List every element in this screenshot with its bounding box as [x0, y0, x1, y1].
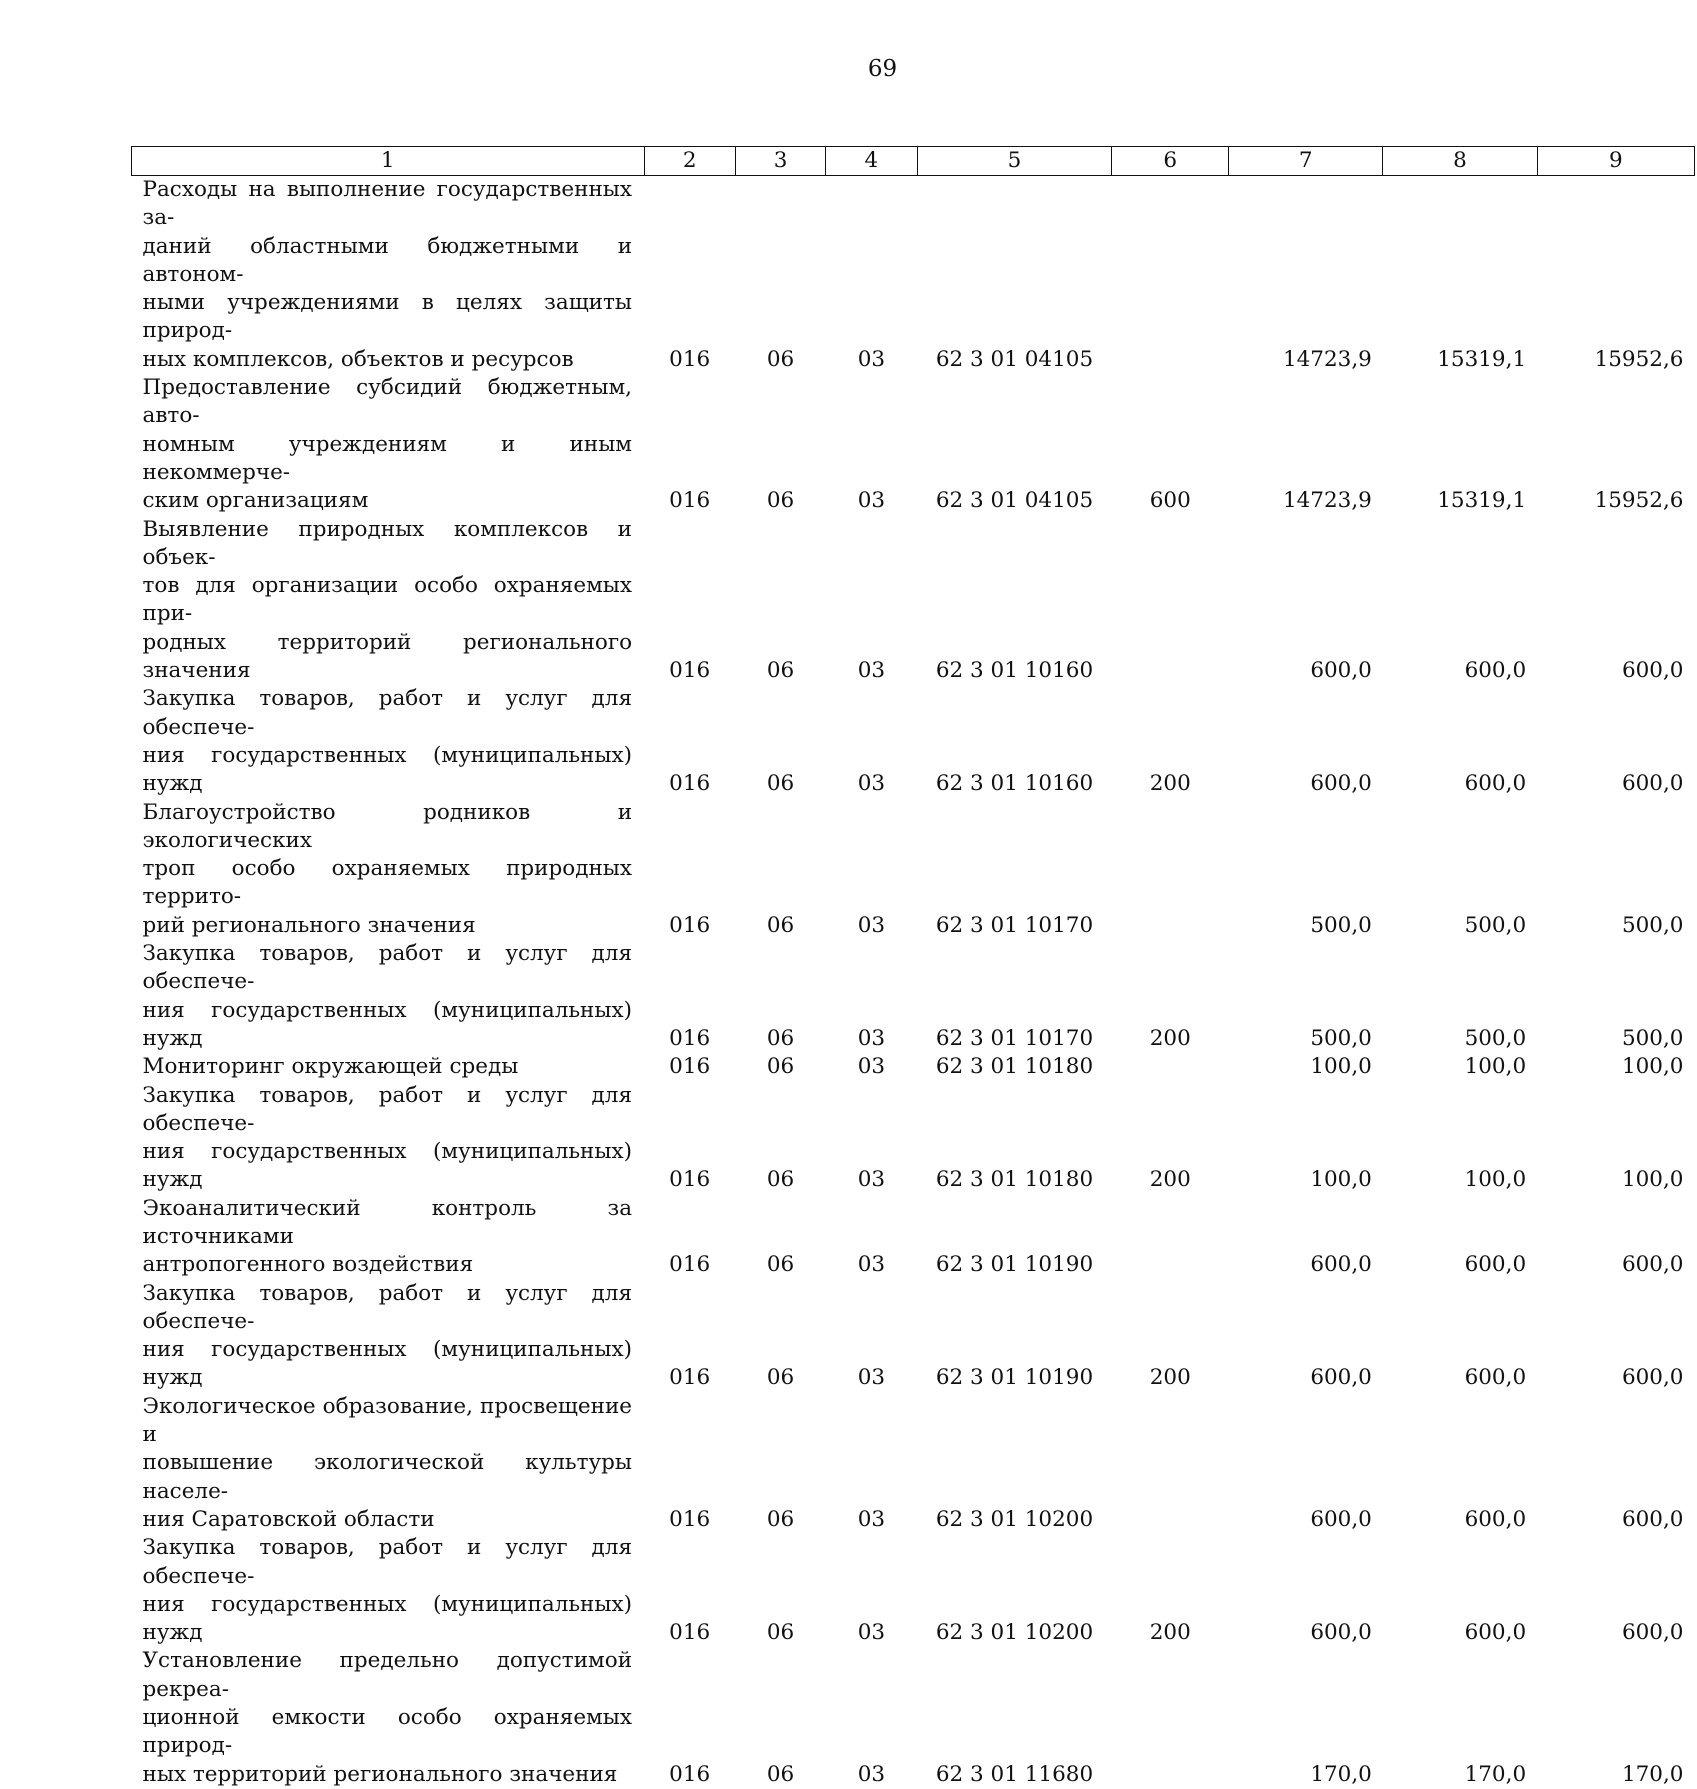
column-header-2: 2: [644, 147, 735, 176]
column-header-5: 5: [917, 147, 1112, 176]
expense-name-line: Установление предельно допустимой рекреа-: [142, 1648, 633, 1702]
target-article-code: 62 3 01 10200: [935, 1620, 1094, 1646]
expense-name-line: ния государственных (муниципальных) нужд: [142, 1139, 633, 1193]
amount-col-9: 15952,6: [1594, 488, 1684, 514]
amount-col-8: 100,0: [1464, 1054, 1527, 1080]
target-article-code: 62 3 01 10190: [935, 1365, 1094, 1391]
section-code: 06: [766, 1167, 795, 1193]
section-code: 06: [766, 1761, 795, 1787]
expense-name-line: ных территорий регионального значения: [142, 1761, 618, 1787]
amount-col-8: 600,0: [1464, 771, 1527, 797]
expense-name: [132, 176, 645, 375]
ministry-code: 016: [669, 771, 711, 797]
section-code: 06: [766, 1054, 795, 1080]
expense-name: [132, 1647, 645, 1788]
expense-name-line: родных территорий регионального значения: [142, 629, 633, 684]
ministry-code: 016: [669, 912, 711, 938]
expense-name-line: тов для организации особо охраняемых при-: [142, 573, 633, 627]
amount-col-7: 100,0: [1310, 1054, 1372, 1080]
table-row: [132, 1280, 1695, 1393]
expense-name-line: ния Саратовской области: [142, 1506, 435, 1532]
table-row: [132, 799, 1695, 940]
table-row: [132, 176, 1695, 375]
amount-col-9: 600,0: [1621, 1506, 1684, 1532]
ministry-code: 016: [669, 1365, 711, 1391]
expense-name-line: Экологическое образование, просвещение и: [142, 1393, 633, 1448]
target-article-code: 62 3 01 10200: [935, 1506, 1094, 1532]
expense-name-line: Выявление природных комплексов и объек-: [142, 516, 633, 570]
expense-name-line: рий регионального значения: [142, 912, 476, 938]
expense-name-line: Благоустройство родников и экологических: [142, 799, 633, 853]
expense-name-line: повышение экологической культуры населе-: [142, 1450, 633, 1504]
amount-col-9: 170,0: [1621, 1761, 1684, 1787]
table-row: [132, 1195, 1695, 1280]
expense-name-line: антропогенного воздействия: [142, 1252, 474, 1278]
subsection-code: 03: [857, 1365, 886, 1391]
expense-name: [132, 685, 645, 798]
expense-name-line: ными учреждениями в целях защиты природ-: [142, 290, 633, 344]
column-header-8: 8: [1383, 147, 1537, 176]
amount-col-7: 600,0: [1310, 1252, 1372, 1278]
expense-type-code: 200: [1149, 1025, 1191, 1051]
expense-type-code: [1112, 1393, 1229, 1534]
subsection-code: 03: [857, 1025, 886, 1051]
amount-col-8: 500,0: [1464, 912, 1527, 938]
subsection-code: 03: [857, 1167, 886, 1193]
subsection-code: 03: [857, 1252, 886, 1278]
column-header-1: 1: [132, 147, 645, 176]
expense-name-line: Предоставление субсидий бюджетным, авто-: [142, 375, 633, 429]
amount-col-7: 500,0: [1310, 1025, 1372, 1051]
expense-name-line: ния государственных (муниципальных) нужд: [142, 1337, 633, 1391]
target-article-code: 62 3 01 10190: [935, 1252, 1094, 1278]
expense-name-line: троп особо охраняемых природных террито-: [142, 856, 633, 910]
expense-name: [132, 940, 645, 1053]
expense-name-line: даний областными бюджетными и автоном-: [142, 233, 633, 287]
target-article-code: 62 3 01 10160: [935, 771, 1094, 797]
expense-name: [132, 1195, 645, 1280]
amount-col-8: 600,0: [1464, 658, 1527, 684]
amount-col-7: 600,0: [1310, 1620, 1372, 1646]
amount-col-9: 600,0: [1621, 1252, 1684, 1278]
target-article-code: 62 3 01 04105: [935, 346, 1094, 372]
expense-name: [132, 1082, 645, 1195]
column-header-3: 3: [735, 147, 825, 176]
table-row: [132, 516, 1695, 686]
expense-name-line: Закупка товаров, работ и услуг для обеспече-: [142, 1082, 633, 1136]
target-article-code: 62 3 01 10160: [935, 658, 1094, 684]
section-code: 06: [766, 1620, 795, 1646]
table-row: [132, 1534, 1695, 1647]
subsection-code: 03: [857, 771, 886, 797]
expense-name-line: ния государственных (муниципальных) нужд: [142, 1591, 633, 1646]
expense-name-line: Закупка товаров, работ и услуг для обеспече-: [142, 1535, 633, 1589]
expense-name: [132, 1534, 645, 1647]
budget-table: [131, 146, 1695, 1789]
amount-col-7: 600,0: [1310, 658, 1372, 684]
ministry-code: 016: [669, 1506, 711, 1532]
expense-type-code: [1112, 516, 1229, 686]
expense-name-line: Закупка товаров, работ и услуг для обеспече-: [142, 686, 633, 740]
amount-col-9: 100,0: [1621, 1054, 1684, 1080]
amount-col-8: 600,0: [1464, 1252, 1527, 1278]
expense-name: [132, 1280, 645, 1393]
header-row: [132, 147, 1695, 176]
expense-name: [132, 799, 645, 940]
subsection-code: 03: [857, 1054, 886, 1080]
ministry-code: 016: [669, 658, 711, 684]
ministry-code: 016: [669, 1620, 711, 1646]
expense-type-code: [1112, 799, 1229, 940]
section-code: 06: [766, 1252, 795, 1278]
target-article-code: 62 3 01 11680: [935, 1761, 1094, 1787]
amount-col-7: 600,0: [1310, 1365, 1372, 1391]
expense-type-code: 600: [1149, 488, 1191, 514]
ministry-code: 016: [669, 1761, 711, 1787]
subsection-code: 03: [857, 1506, 886, 1532]
amount-col-8: 600,0: [1464, 1506, 1527, 1532]
amount-col-7: 600,0: [1310, 1506, 1372, 1532]
amount-col-8: 15319,1: [1437, 488, 1527, 514]
column-header-4: 4: [826, 147, 917, 176]
amount-col-8: 100,0: [1464, 1167, 1527, 1193]
amount-col-7: 100,0: [1310, 1167, 1372, 1193]
amount-col-8: 170,0: [1464, 1761, 1527, 1787]
amount-col-9: 500,0: [1621, 1025, 1684, 1051]
expense-type-code: 200: [1149, 771, 1191, 797]
expense-name-line: ных комплексов, объектов и ресурсов: [142, 346, 574, 372]
amount-col-8: 500,0: [1464, 1025, 1527, 1051]
target-article-code: 62 3 01 04105: [935, 488, 1094, 514]
subsection-code: 03: [857, 658, 886, 684]
expense-name: [132, 1393, 645, 1534]
expense-name-line: ским организациям: [142, 488, 369, 514]
section-code: 06: [766, 1365, 795, 1391]
amount-col-7: 14723,9: [1282, 488, 1372, 514]
column-header-6: 6: [1112, 147, 1229, 176]
amount-col-7: 500,0: [1310, 912, 1372, 938]
expense-name-line: номным учреждениям и иным некоммерче-: [142, 431, 633, 485]
table-row: [132, 1647, 1695, 1788]
table-row: [132, 685, 1695, 798]
table-body: [132, 176, 1695, 1789]
expense-name: [132, 1053, 645, 1081]
expense-name-line: Расходы на выполнение государственных за-: [142, 177, 633, 231]
amount-col-7: 170,0: [1310, 1761, 1372, 1787]
expense-name: [132, 374, 645, 515]
expense-name-line: ния государственных (муниципальных) нужд: [142, 997, 633, 1051]
amount-col-8: 600,0: [1464, 1365, 1527, 1391]
amount-col-7: 600,0: [1310, 771, 1372, 797]
amount-col-9: 100,0: [1621, 1167, 1684, 1193]
expense-name-line: Мониторинг окружающей среды: [142, 1054, 519, 1080]
subsection-code: 03: [857, 346, 886, 372]
expense-name-line: ционной емкости особо охраняемых природ-: [142, 1705, 633, 1759]
amount-col-7: 14723,9: [1282, 346, 1372, 372]
expense-name-line: Экоаналитический контроль за источниками: [142, 1195, 633, 1249]
expense-type-code: 200: [1149, 1620, 1191, 1646]
section-code: 06: [766, 346, 795, 372]
amount-col-9: 600,0: [1621, 771, 1684, 797]
subsection-code: 03: [857, 1761, 886, 1787]
expense-name: [132, 516, 645, 686]
table-row: [132, 374, 1695, 515]
target-article-code: 62 3 01 10170: [935, 912, 1094, 938]
amount-col-8: 15319,1: [1437, 346, 1527, 372]
ministry-code: 016: [669, 1252, 711, 1278]
subsection-code: 03: [857, 488, 886, 514]
expense-type-code: [1112, 1195, 1229, 1280]
ministry-code: 016: [669, 1054, 711, 1080]
amount-col-8: 600,0: [1464, 1620, 1527, 1646]
expense-type-code: 200: [1149, 1365, 1191, 1391]
amount-col-9: 500,0: [1621, 912, 1684, 938]
ministry-code: 016: [669, 346, 711, 372]
target-article-code: 62 3 01 10180: [935, 1167, 1094, 1193]
target-article-code: 62 3 01 10170: [935, 1025, 1094, 1051]
ministry-code: 016: [669, 1025, 711, 1051]
section-code: 06: [766, 912, 795, 938]
column-header-7: 7: [1229, 147, 1383, 176]
table-row: [132, 940, 1695, 1053]
column-header-9: 9: [1537, 147, 1694, 176]
expense-type-code: [1112, 1647, 1229, 1788]
section-code: 06: [766, 1506, 795, 1532]
subsection-code: 03: [857, 1620, 886, 1646]
amount-col-9: 600,0: [1621, 1620, 1684, 1646]
expense-name-line: Закупка товаров, работ и услуг для обеспече-: [142, 1280, 633, 1334]
ministry-code: 016: [669, 1167, 711, 1193]
table-row: [132, 1082, 1695, 1195]
page-number: 69: [867, 56, 898, 82]
amount-col-9: 15952,6: [1594, 346, 1684, 372]
expense-name-line: Закупка товаров, работ и услуг для обеспече-: [142, 941, 633, 995]
section-code: 06: [766, 1025, 795, 1051]
expense-type-code: 200: [1149, 1167, 1191, 1193]
table-row: [132, 1053, 1695, 1081]
expense-type-code: [1112, 1053, 1229, 1081]
section-code: 06: [766, 771, 795, 797]
table-row: [132, 1393, 1695, 1534]
ministry-code: 016: [669, 488, 711, 514]
section-code: 06: [766, 488, 795, 514]
section-code: 06: [766, 658, 795, 684]
subsection-code: 03: [857, 912, 886, 938]
expense-type-code: [1112, 176, 1229, 375]
expense-name-line: ния государственных (муниципальных) нужд: [142, 742, 633, 797]
amount-col-9: 600,0: [1621, 658, 1684, 684]
target-article-code: 62 3 01 10180: [935, 1054, 1094, 1080]
amount-col-9: 600,0: [1621, 1365, 1684, 1391]
